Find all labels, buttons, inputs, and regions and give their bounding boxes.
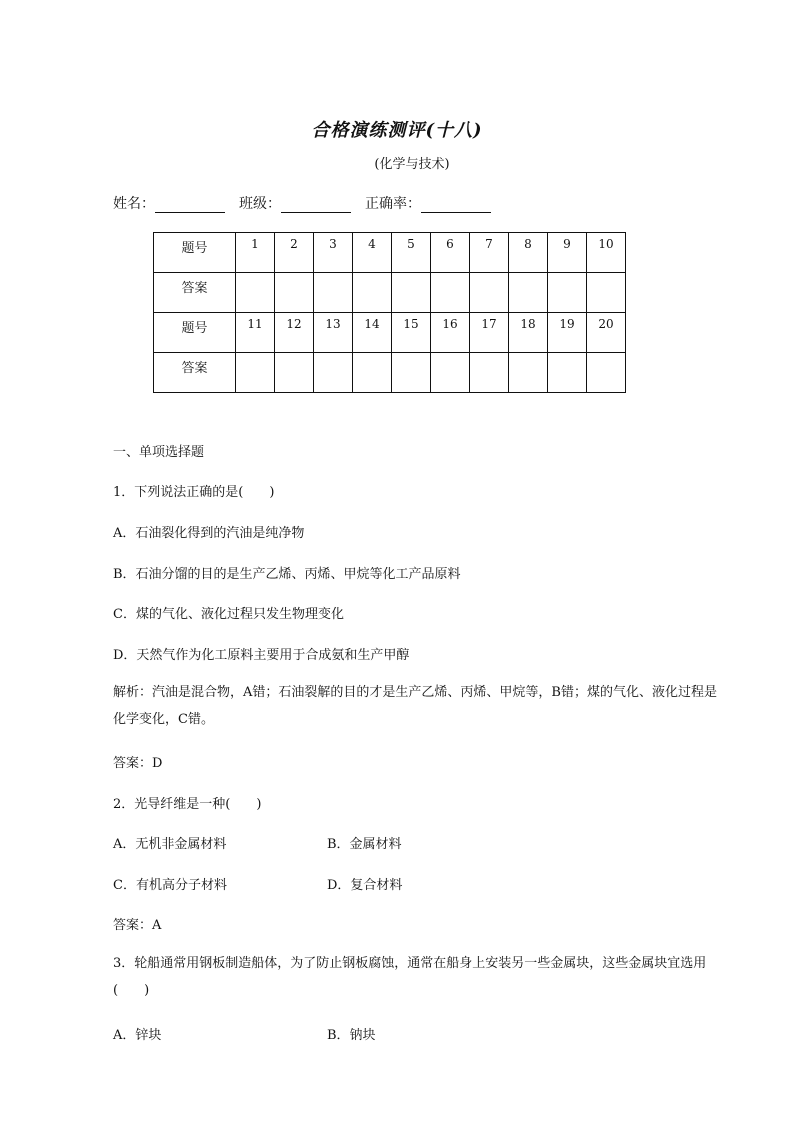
grid-answer-cell[interactable] bbox=[314, 273, 353, 313]
grid-number: 10 bbox=[587, 233, 626, 273]
grid-answer-cell[interactable] bbox=[470, 353, 509, 393]
grid-answer-cell[interactable] bbox=[548, 353, 587, 393]
class-blank[interactable] bbox=[281, 198, 351, 213]
grid-answer-cell[interactable] bbox=[509, 273, 548, 313]
grid-number: 13 bbox=[314, 313, 353, 353]
grid-answer-row-1 bbox=[154, 273, 626, 313]
question-1-analysis: 解析：汽油是混合物，A错；石油裂解的目的才是生产乙烯、丙烯、甲烷等，B错；煤的气化、液化过程是化学变化，C错。 bbox=[113, 685, 717, 727]
grid-number: 14 bbox=[353, 313, 392, 353]
question-2-option-c: C．有机高分子材料 bbox=[113, 878, 227, 893]
grid-number: 17 bbox=[470, 313, 509, 353]
grid-answer-cell[interactable] bbox=[314, 353, 353, 393]
question-2-answer: 答案：A bbox=[113, 918, 162, 933]
question-1-stem: 1．下列说法正确的是( ) bbox=[113, 485, 275, 500]
grid-answer-cell[interactable] bbox=[236, 273, 275, 313]
accuracy-label: 正确率： bbox=[365, 196, 421, 212]
grid-number: 8 bbox=[509, 233, 548, 273]
grid-number: 20 bbox=[587, 313, 626, 353]
grid-answer-label: 答案 bbox=[154, 353, 236, 393]
question-3-option-b: B．钠块 bbox=[327, 1028, 376, 1043]
grid-number: 3 bbox=[314, 233, 353, 273]
question-2-option-d: D．复合材料 bbox=[327, 878, 403, 893]
grid-answer-cell[interactable] bbox=[353, 353, 392, 393]
question-1-option-c: C．煤的气化、液化过程只发生物理变化 bbox=[113, 607, 344, 622]
grid-answer-cell[interactable] bbox=[236, 353, 275, 393]
section-heading: 一、单项选择题 bbox=[113, 445, 205, 460]
grid-answer-row-2 bbox=[154, 353, 626, 393]
page-title: 合格演练测评(十八) bbox=[311, 120, 483, 141]
grid-number-label: 题号 bbox=[154, 233, 236, 273]
grid-number-row-1 bbox=[154, 233, 626, 273]
grid-number: 16 bbox=[431, 313, 470, 353]
grid-answer-cell[interactable] bbox=[353, 273, 392, 313]
class-label: 班级： bbox=[239, 196, 281, 212]
grid-answer-cell[interactable] bbox=[509, 353, 548, 393]
grid-answer-cell[interactable] bbox=[548, 273, 587, 313]
question-3-stem: 3．轮船通常用钢板制造船体，为了防止钢板腐蚀，通常在船身上安装另一些金属块，这些金属块宜选用( ) bbox=[113, 956, 707, 998]
grid-answer-cell[interactable] bbox=[587, 273, 626, 313]
question-1-option-a: A．石油裂化得到的汽油是纯净物 bbox=[113, 526, 305, 541]
grid-number: 2 bbox=[275, 233, 314, 273]
grid-number-label: 题号 bbox=[154, 313, 236, 353]
grid-answer-cell[interactable] bbox=[392, 273, 431, 313]
student-info-row bbox=[113, 193, 505, 213]
question-1-option-d: D．天然气作为化工原料主要用于合成氨和生产甲醇 bbox=[113, 648, 410, 663]
question-2-stem: 2．光导纤维是一种( ) bbox=[113, 797, 262, 812]
question-2-option-a: A．无机非金属材料 bbox=[113, 837, 227, 852]
grid-answer-cell[interactable] bbox=[275, 273, 314, 313]
grid-number: 19 bbox=[548, 313, 587, 353]
page-subtitle: (化学与技术) bbox=[374, 157, 450, 172]
grid-answer-cell[interactable] bbox=[275, 353, 314, 393]
grid-number: 5 bbox=[392, 233, 431, 273]
grid-number-row-2 bbox=[154, 313, 626, 353]
question-1-answer: 答案：D bbox=[113, 756, 163, 771]
grid-answer-cell[interactable] bbox=[470, 273, 509, 313]
grid-number: 15 bbox=[392, 313, 431, 353]
answer-grid bbox=[153, 232, 626, 393]
grid-number: 12 bbox=[275, 313, 314, 353]
question-1-option-b: B．石油分馏的目的是生产乙烯、丙烯、甲烷等化工产品原料 bbox=[113, 567, 461, 582]
grid-number: 4 bbox=[353, 233, 392, 273]
name-label: 姓名： bbox=[113, 196, 155, 212]
accuracy-blank[interactable] bbox=[421, 198, 491, 213]
grid-number: 7 bbox=[470, 233, 509, 273]
grid-answer-cell[interactable] bbox=[587, 353, 626, 393]
question-3-option-a: A．锌块 bbox=[113, 1028, 162, 1043]
grid-answer-cell[interactable] bbox=[431, 353, 470, 393]
grid-answer-label: 答案 bbox=[154, 273, 236, 313]
grid-answer-cell[interactable] bbox=[392, 353, 431, 393]
grid-number: 18 bbox=[509, 313, 548, 353]
grid-number: 6 bbox=[431, 233, 470, 273]
question-2-option-b: B．金属材料 bbox=[327, 837, 402, 852]
grid-number: 11 bbox=[236, 313, 275, 353]
grid-answer-cell[interactable] bbox=[431, 273, 470, 313]
name-blank[interactable] bbox=[155, 198, 225, 213]
grid-number: 1 bbox=[236, 233, 275, 273]
grid-number: 9 bbox=[548, 233, 587, 273]
